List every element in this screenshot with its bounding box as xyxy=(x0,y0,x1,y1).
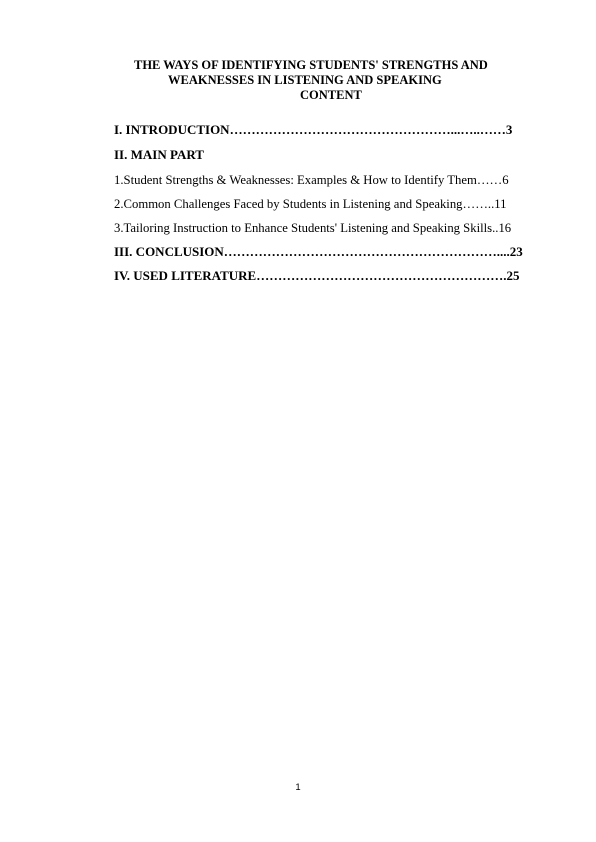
document-title-line-1: THE WAYS OF IDENTIFYING STUDENTS' STRENGTHS AND xyxy=(134,58,488,72)
toc-entry-used-literature: IV. USED LITERATURE………………………………………………….25 xyxy=(114,268,520,283)
document-title-line-2: WEAKNESSES IN LISTENING AND SPEAKING xyxy=(168,73,442,87)
contents-heading: CONTENT xyxy=(300,88,362,102)
toc-entry-tailoring-instruction: 3.Tailoring Instruction to Enhance Students' Listening and Speaking Skills..16 xyxy=(114,221,512,235)
page-number: 1 xyxy=(295,782,301,793)
toc-entry-main-part: II. MAIN PART xyxy=(114,147,204,162)
toc-entry-common-challenges: 2.Common Challenges Faced by Students in Listening and Speaking……..11 xyxy=(114,197,507,211)
toc-entry-conclusion: III. CONCLUSION………………………………………………………....23 xyxy=(114,244,523,259)
toc-entry-introduction: I. INTRODUCTION……………………………………………...…..……3 xyxy=(114,122,513,137)
toc-entry-strengths-weaknesses: 1.Student Strengths & Weaknesses: Examples & How to Identify Them……6 xyxy=(114,173,509,187)
